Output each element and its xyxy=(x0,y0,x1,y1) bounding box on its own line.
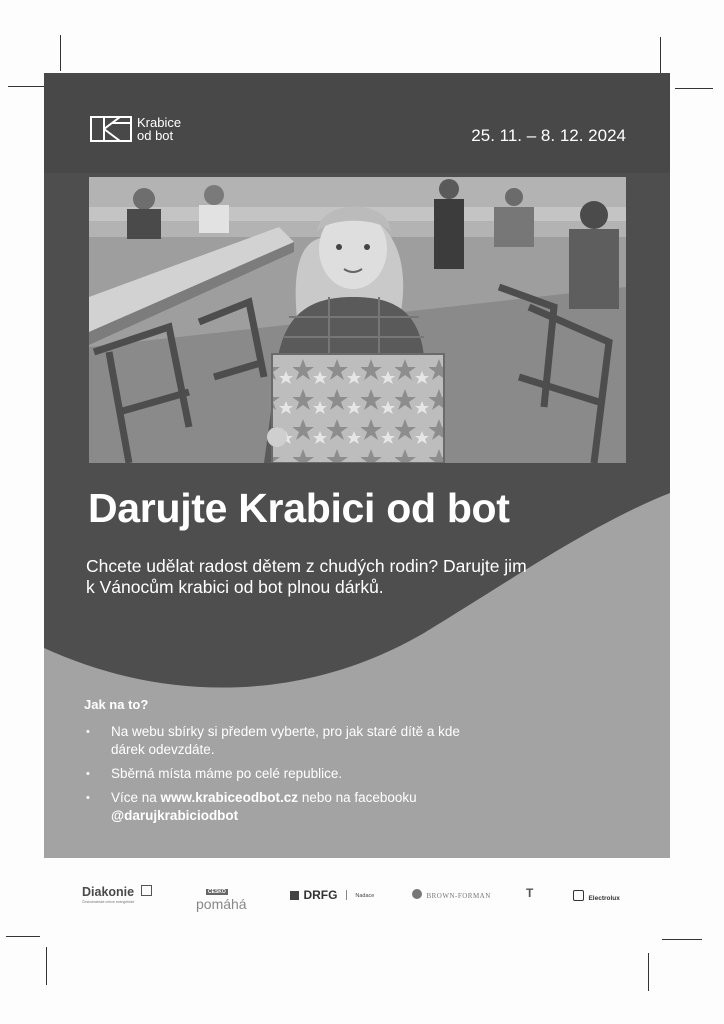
website-link[interactable]: www.krabiceodbot.cz xyxy=(160,790,299,805)
page-title: Darujte Krabici od bot xyxy=(88,485,510,531)
logo-line2: od bot xyxy=(137,128,174,143)
crop-mark xyxy=(8,86,46,87)
crop-mark xyxy=(660,37,661,73)
drfg-logo xyxy=(290,886,374,904)
how-to-title: Jak na to? xyxy=(84,697,149,712)
drfg-divider xyxy=(346,890,347,900)
list-item xyxy=(84,765,484,783)
crop-mark xyxy=(675,88,713,89)
diakonie-cross-icon xyxy=(141,885,152,896)
telekom-logo-icon xyxy=(526,884,533,902)
cesko-pomaha-logo xyxy=(196,880,247,912)
logo-line1: Krabice xyxy=(137,115,182,130)
step-2-text: Sběrná místa máme po celé republice. xyxy=(111,766,343,781)
step-3-prefix: Více na xyxy=(111,790,161,805)
crop-mark xyxy=(60,35,61,71)
step-1-text: Na webu sbírky si předem vyberte, pro jak staré dítě a kde dárek odevzdáte. xyxy=(111,724,460,757)
steps-list xyxy=(84,723,484,831)
electrolux-mark-icon xyxy=(573,890,584,901)
nadace-text: Nadace xyxy=(355,893,375,899)
intro-text: Chcete udělat radost dětem z chudých rodin? Darujte jim k Vánocům krabici od bot plnou dárků. xyxy=(86,556,527,597)
crop-mark xyxy=(662,939,702,940)
diakonie-subtitle: Českobratrské církve evangelické xyxy=(82,900,135,904)
brown-forman-logo xyxy=(412,885,491,903)
drfg-square-icon xyxy=(290,891,299,900)
pomaha-text: pomáhá xyxy=(196,896,247,912)
electrolux-name: Electrolux xyxy=(588,895,620,902)
pomaha-tag: ČESKO xyxy=(208,889,226,895)
diakonie-name: Diakonie xyxy=(82,885,135,899)
crop-mark xyxy=(6,936,40,937)
campaign-dates: 25. 11. – 8. 12. 2024 xyxy=(471,126,626,145)
list-item xyxy=(84,789,484,825)
crop-mark xyxy=(648,953,649,991)
brown-forman-seal-icon xyxy=(412,889,422,899)
sponsor-logos xyxy=(80,878,640,912)
telekom-letter: T xyxy=(526,886,534,900)
facebook-handle-link[interactable]: @darujkrabiciodbot xyxy=(111,808,239,823)
crop-mark xyxy=(46,947,47,985)
diakonie-logo xyxy=(82,883,152,904)
step-3-middle: nebo na facebooku xyxy=(298,790,417,805)
poster xyxy=(44,73,670,858)
list-item xyxy=(84,723,484,759)
drfg-name: DRFG xyxy=(303,888,338,902)
brown-forman-name: BROWN-FORMAN xyxy=(426,892,491,900)
electrolux-logo xyxy=(573,887,620,905)
